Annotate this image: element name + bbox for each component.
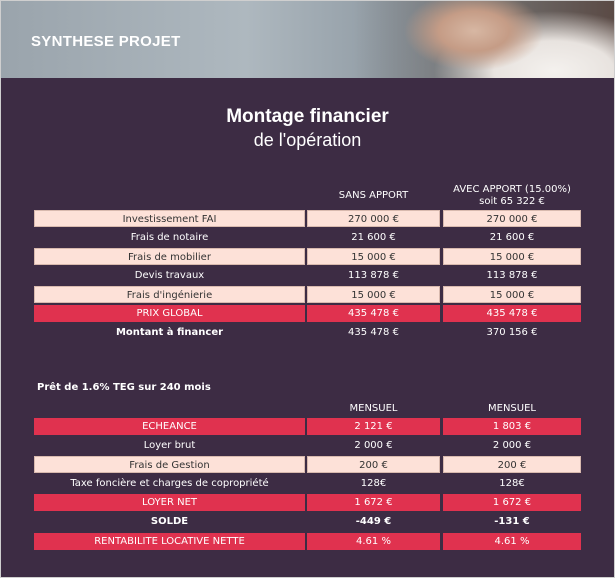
table-row-echeance <box>34 418 581 435</box>
row-label: Montant à financer <box>115 327 224 338</box>
row-value-1: 200 € <box>307 456 440 473</box>
row-label: ECHEANCE <box>34 418 305 435</box>
page-title: Montage financier <box>226 106 389 127</box>
row-value-1: -449 € <box>355 516 392 527</box>
header-banner <box>1 1 614 78</box>
row-label: SOLDE <box>150 516 189 527</box>
row-label: LOYER NET <box>34 494 305 511</box>
table-row-prix-global <box>34 305 581 322</box>
table-row <box>34 267 581 284</box>
table-row-solde <box>34 513 581 530</box>
row-value-1: 1 672 € <box>307 494 440 511</box>
loan-section-title: Prêt de 1.6% TEG sur 240 mois <box>37 382 211 393</box>
row-value-avec-apport: 370 156 € <box>486 327 538 338</box>
row-label: Frais de notaire <box>130 232 209 243</box>
row-value-sans-apport: 113 878 € <box>348 270 399 281</box>
row-value-avec-apport: 21 600 € <box>489 232 535 243</box>
row-label: Taxe foncière et charges de copropriété <box>70 478 269 489</box>
row-value-sans-apport: 21 600 € <box>351 232 396 243</box>
row-value-avec-apport: 435 478 € <box>443 305 581 322</box>
col-header-avec-apport-line2: soit 65 322 € <box>479 196 545 207</box>
table-row <box>34 229 581 246</box>
row-value-2: 2 000 € <box>492 440 532 451</box>
col-header-sans-apport: SANS APPORT <box>338 190 409 201</box>
row-value-2: 1 803 € <box>443 418 581 435</box>
row-value-sans-apport: 435 478 € <box>348 327 399 338</box>
table-row <box>34 248 581 265</box>
row-label: Frais d'ingénierie <box>34 286 305 303</box>
row-label: Investissement FAI <box>34 210 305 227</box>
row-value-2: 128€ <box>499 478 525 489</box>
col-header-mensuel-1: MENSUEL <box>349 403 398 414</box>
row-value-avec-apport: 113 878 € <box>486 270 538 281</box>
col-header-avec-apport-line1: AVEC APPORT (15.00%) <box>453 184 571 195</box>
table-row-loyer-net <box>34 494 581 511</box>
row-value-1: 2 121 € <box>307 418 440 435</box>
col-header-avec-apport <box>443 184 581 208</box>
col-header-mensuel-2: MENSUEL <box>488 403 536 414</box>
row-label: Frais de Gestion <box>34 456 305 473</box>
banner-photo <box>354 1 614 78</box>
row-label: Devis travaux <box>134 270 205 281</box>
table-row <box>34 286 581 303</box>
row-value-sans-apport: 435 478 € <box>307 305 440 322</box>
row-value-avec-apport: 15 000 € <box>443 286 581 303</box>
row-value-avec-apport: 270 000 € <box>443 210 581 227</box>
row-value-sans-apport: 15 000 € <box>307 248 440 265</box>
row-label: RENTABILITE LOCATIVE NETTE <box>34 533 305 550</box>
row-value-2: -131 € <box>494 516 530 527</box>
row-value-sans-apport: 15 000 € <box>307 286 440 303</box>
banner-title: SYNTHESE PROJET <box>31 33 181 50</box>
row-label: Loyer brut <box>143 440 196 451</box>
row-value-2: 1 672 € <box>443 494 581 511</box>
table-row <box>34 475 581 492</box>
table-row-rentabilite <box>34 533 581 550</box>
row-value-sans-apport: 270 000 € <box>307 210 440 227</box>
row-value-1: 4.61 % <box>307 533 440 550</box>
table-row <box>34 437 581 454</box>
row-value-avec-apport: 15 000 € <box>443 248 581 265</box>
row-value-1: 2 000 € <box>354 440 393 451</box>
row-label: Frais de mobilier <box>34 248 305 265</box>
table-row-montant <box>34 324 581 341</box>
page-subtitle: de l'opération <box>253 130 362 150</box>
row-value-2: 200 € <box>443 456 581 473</box>
row-value-1: 128€ <box>360 478 387 489</box>
row-label: PRIX GLOBAL <box>34 305 305 322</box>
table-row <box>34 210 581 227</box>
table-row <box>34 456 581 473</box>
row-value-2: 4.61 % <box>443 533 581 550</box>
